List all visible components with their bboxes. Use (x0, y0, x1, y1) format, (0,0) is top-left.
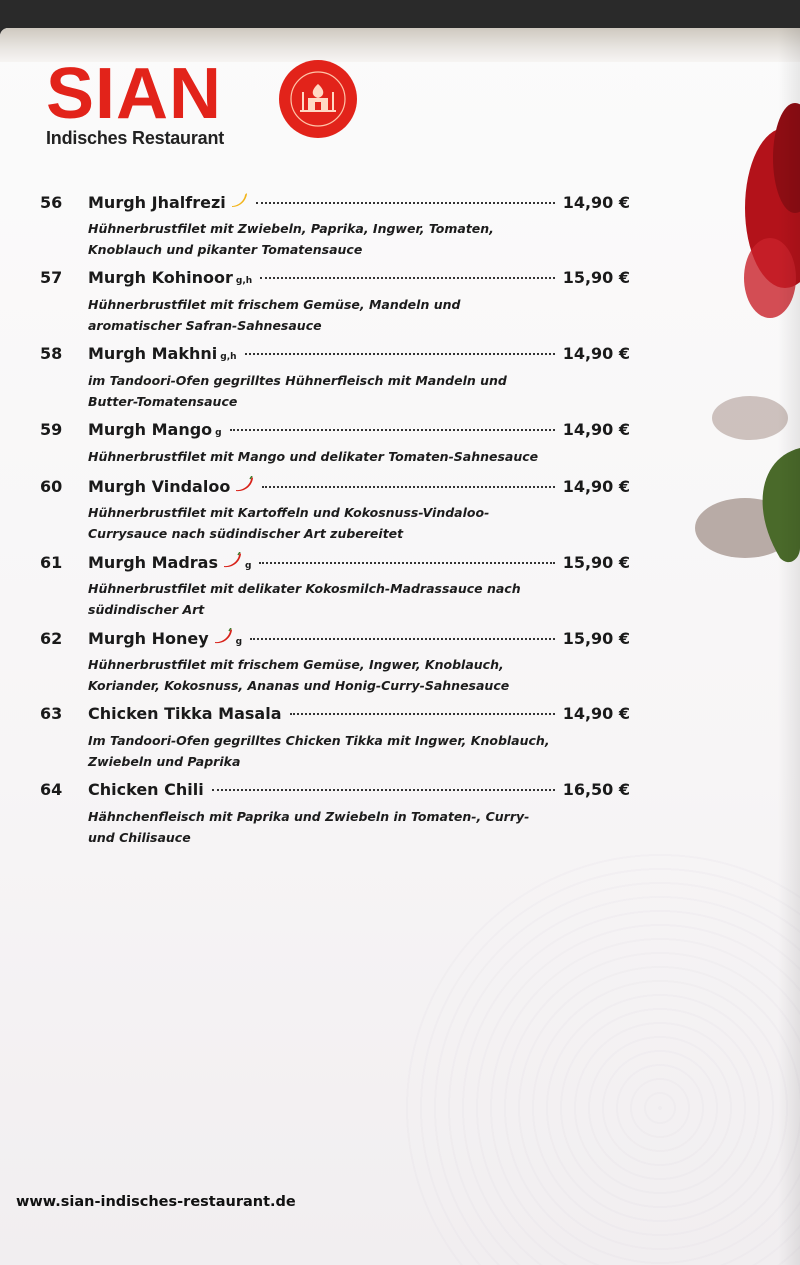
item-number: 58 (40, 344, 63, 363)
leader-dots (260, 277, 555, 279)
menu-item (40, 344, 630, 412)
leader-dots (230, 429, 555, 431)
menu-item (40, 420, 630, 467)
allergen-codes: g,h (220, 352, 237, 362)
item-price: 14,90 € (562, 344, 630, 363)
menu-item (40, 704, 630, 772)
leader-dots (259, 562, 554, 564)
item-number: 61 (40, 553, 63, 572)
hot-chili-icon (213, 628, 233, 648)
item-price: 14,90 € (562, 704, 630, 723)
leader-dots (290, 713, 555, 715)
item-number: 63 (40, 704, 63, 723)
website-url: www.sian-indisches-restaurant.de (16, 1194, 296, 1210)
item-name: Chicken Tikka Masala (88, 704, 282, 723)
allergen-codes: g (245, 561, 252, 571)
allergen-codes: g (215, 428, 222, 438)
item-name: Chicken Chili (88, 780, 204, 799)
leader-dots (262, 486, 554, 488)
leader-dots (250, 638, 555, 640)
item-name: Murgh Kohinoor (88, 268, 233, 287)
item-number: 59 (40, 420, 63, 439)
menu-item (40, 552, 630, 620)
leader-dots (256, 202, 555, 204)
leader-dots (212, 789, 555, 791)
menu-item (40, 628, 630, 696)
restaurant-name: SIAN (46, 54, 223, 134)
mild-pepper-icon (230, 192, 248, 212)
taj-mahal-emblem-icon (279, 60, 357, 138)
item-description: Hühnerbrustfilet mit Zwiebeln, Paprika, Ingwer, Tomaten, Knoblauch und pikanter Tomatensauce (88, 221, 494, 257)
item-number: 62 (40, 629, 63, 648)
item-name: Murgh Madras (88, 553, 218, 572)
menu-item (40, 268, 630, 336)
menu-item (40, 780, 630, 848)
item-price: 14,90 € (562, 420, 630, 439)
item-description: Hühnerbrustfilet mit Kartoffeln und Kokosnuss-Vindaloo-Currysauce nach südindischer Art zubereitet (88, 505, 490, 541)
page-edge-shadow (778, 28, 800, 1265)
leader-dots (245, 353, 555, 355)
item-number: 60 (40, 477, 63, 496)
item-name: Murgh Makhni (88, 344, 218, 363)
item-number: 57 (40, 268, 63, 287)
item-price: 15,90 € (562, 553, 630, 572)
item-description: Hühnerbrustfilet mit delikater Kokosmilch-Madrassauce nach südindischer Art (88, 581, 521, 617)
item-description: Hühnerbrustfilet mit Mango und delikater Tomaten-Sahnesauce (88, 449, 539, 464)
item-description: im Tandoori-Ofen gegrilltes Hühnerfleisch mit Mandeln und Butter-Tomatensauce (88, 373, 507, 409)
hot-chili-icon (222, 552, 242, 572)
restaurant-subtitle: Indisches Restaurant (46, 128, 225, 148)
hot-chili-icon (234, 476, 254, 496)
item-name: Murgh Vindaloo (88, 477, 231, 496)
item-number: 64 (40, 780, 63, 799)
mandala-watermark (400, 848, 800, 1265)
menu-item (40, 192, 630, 260)
allergen-codes: g,h (235, 276, 253, 286)
item-description: Hähnchenfleisch mit Paprika und Zwiebeln in Tomaten-, Curry- und Chilisauce (88, 809, 530, 845)
item-name: Murgh Mango (88, 420, 213, 439)
item-number: 56 (40, 193, 63, 212)
item-price: 14,90 € (562, 477, 630, 496)
item-description: Im Tandoori-Ofen gegrilltes Chicken Tikka mit Ingwer, Knoblauch, Zwiebeln und Paprika (88, 733, 550, 769)
item-description: Hühnerbrustfilet mit frischem Gemüse, Ingwer, Knoblauch, Koriander, Kokosnuss, Ananas und Honig-Curry-Sahnesauce (88, 657, 510, 693)
menu-item (40, 476, 630, 544)
item-price: 14,90 € (562, 193, 630, 212)
item-price: 16,50 € (562, 780, 630, 799)
item-name: Murgh Honey (88, 629, 209, 648)
item-name: Murgh Jhalfrezi (88, 193, 226, 212)
item-description: Hühnerbrustfilet mit frischem Gemüse, Mandeln und aromatischer Safran-Sahnesauce (88, 297, 461, 333)
brand-header (46, 54, 225, 149)
item-price: 15,90 € (562, 268, 630, 287)
allergen-codes: g (235, 637, 243, 647)
item-price: 15,90 € (562, 629, 630, 648)
